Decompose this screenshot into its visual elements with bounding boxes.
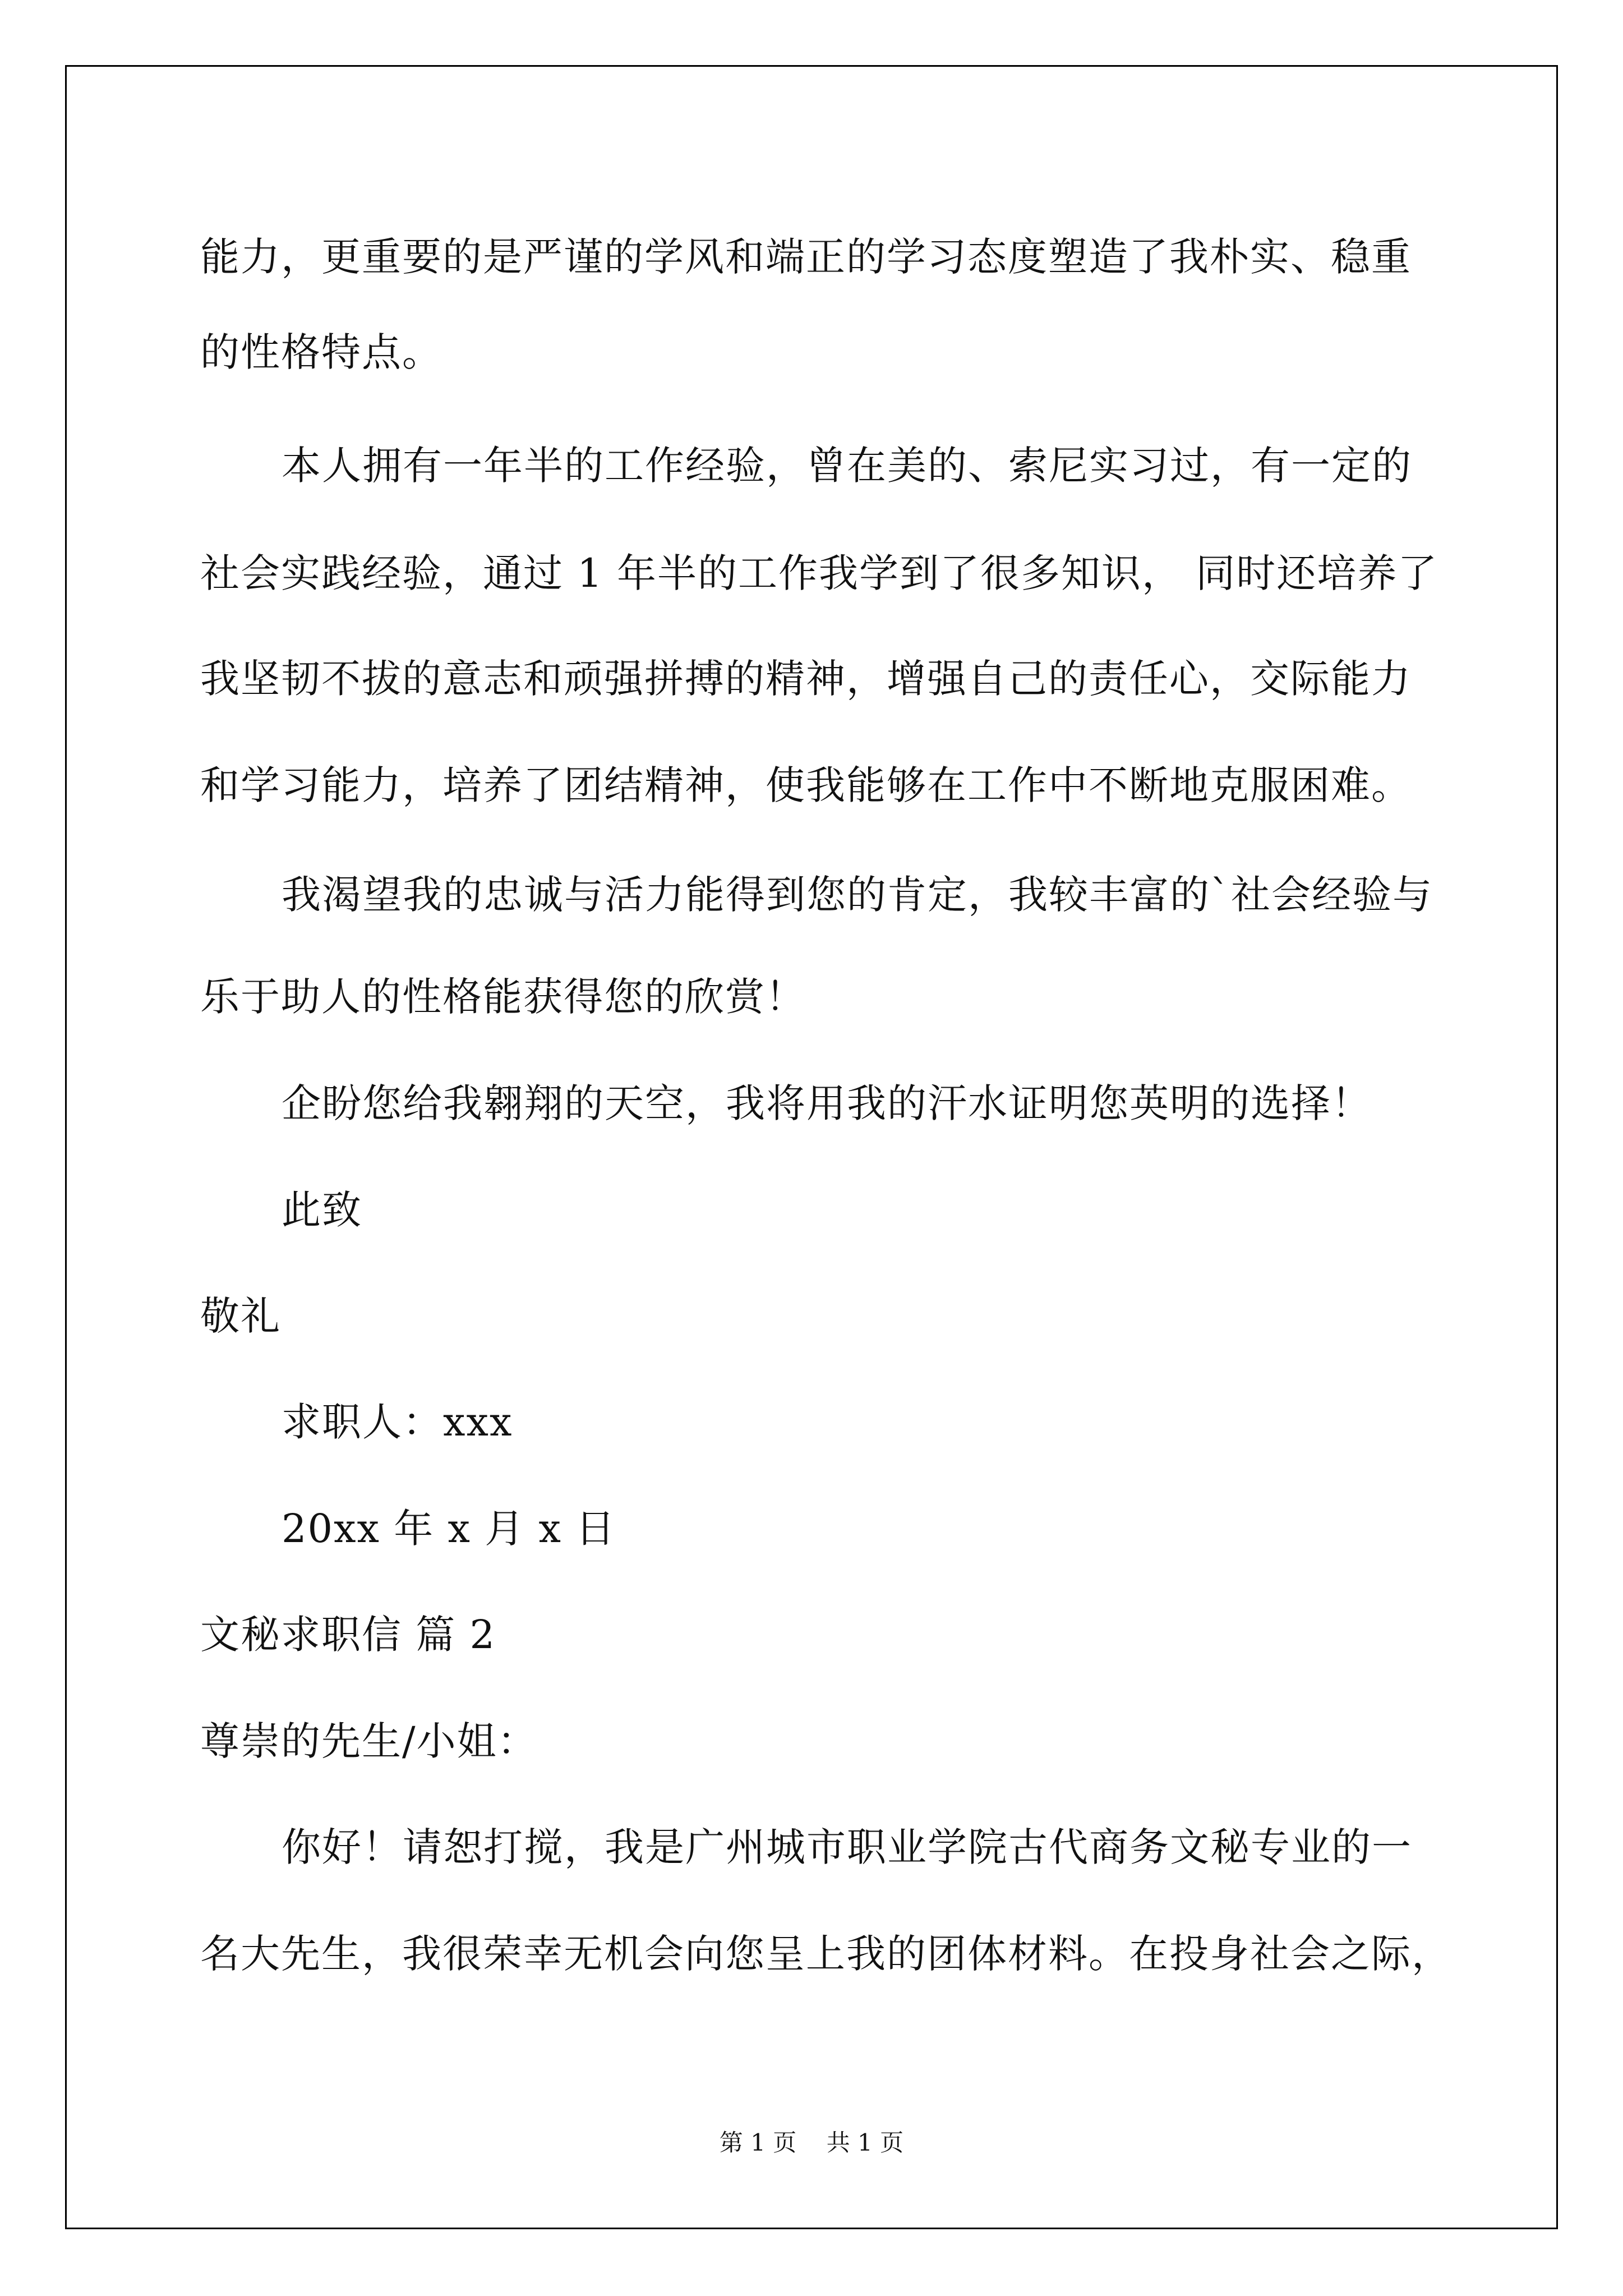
section-heading: 文秘求职信 篇 2 bbox=[200, 1612, 496, 1658]
text-line-1: 能力，更重要的是严谨的学风和端正的学习态度塑造了我朴实、稳重 bbox=[200, 234, 1412, 280]
greeting: 尊崇的先生/小姐： bbox=[200, 1718, 538, 1764]
applicant-signature: 求职人：xxx bbox=[282, 1399, 513, 1445]
page-footer: 第 1 页 共 1 页 bbox=[719, 2129, 904, 2156]
text-line-3: 本人拥有一年半的工作经验，曾在美的、索尼实习过，有一定的 bbox=[282, 443, 1412, 489]
text-line-7: 我渴望我的忠诚与活力能得到您的肯定，我较丰富的`社会经验与 bbox=[282, 872, 1433, 918]
text-line-16: 你好！请恕打搅，我是广州城市职业学院古代商务文秘专业的一 bbox=[282, 1824, 1412, 1870]
closing-salutation: 此致 bbox=[282, 1187, 362, 1233]
text-line-4: 社会实践经验，通过 1 年半的工作我学到了很多知识， 同时还培养了 bbox=[200, 550, 1438, 596]
closing-regards: 敬礼 bbox=[200, 1293, 281, 1339]
text-line-9: 企盼您给我翱翔的天空，我将用我的汗水证明您英明的选择！ bbox=[282, 1080, 1372, 1126]
text-line-8: 乐于助人的性格能获得您的欣赏！ bbox=[200, 974, 806, 1020]
text-line-17: 名大先生，我很荣幸无机会向您呈上我的团体材料。在投身社会之际， bbox=[200, 1931, 1452, 1977]
page-border bbox=[65, 65, 1558, 2229]
text-line-2: 的性格特点。 bbox=[200, 329, 442, 375]
text-line-6: 和学习能力，培养了团结精神，使我能够在工作中不断地克服困难。 bbox=[200, 762, 1412, 808]
text-line-5: 我坚韧不拔的意志和顽强拼搏的精神，增强自己的责任心，交际能力 bbox=[200, 656, 1412, 702]
letter-date: 20xx 年 x 月 x 日 bbox=[282, 1506, 616, 1552]
